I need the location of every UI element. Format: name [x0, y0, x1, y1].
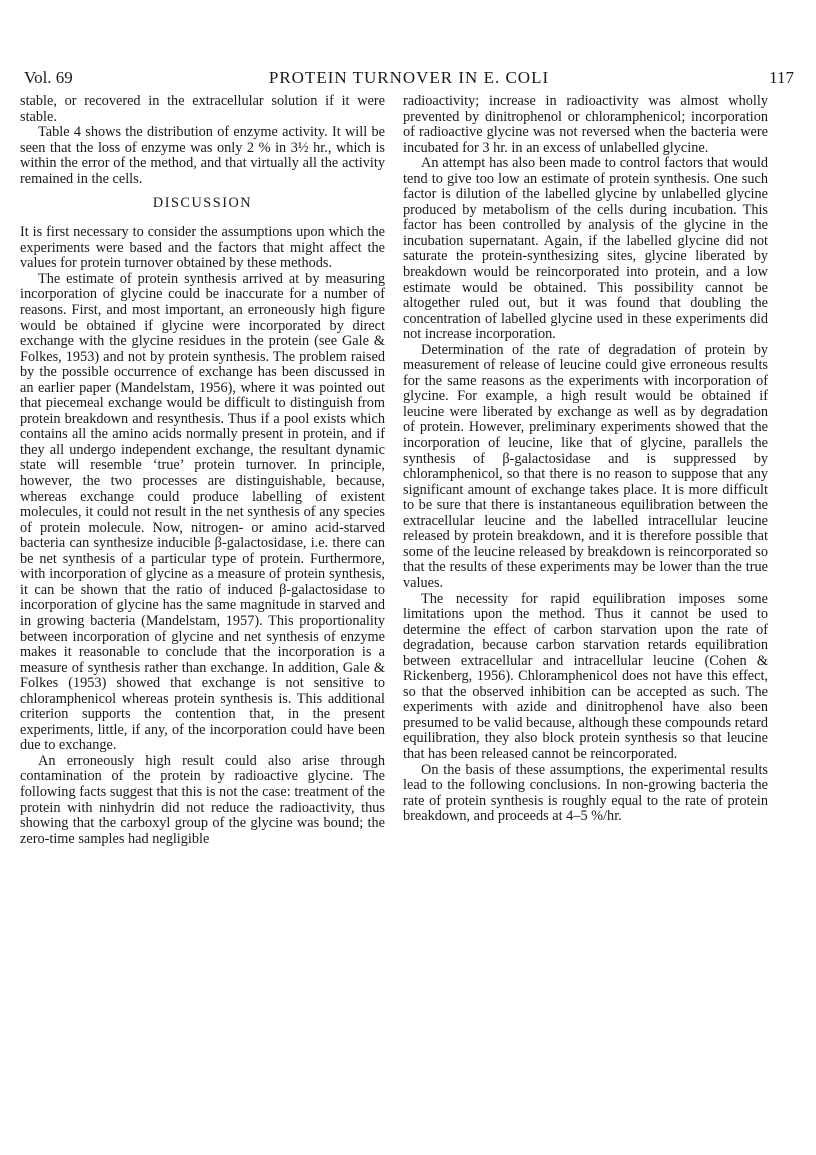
- paragraph: On the basis of these assumptions, the experimental results lead to the following conclusions. In non-growing bacteria the rate of protein synthesis is roughly equal to the rate of protein breakdown, and proceeds at 4–5 %/hr.: [403, 761, 768, 825]
- page-number: 117: [769, 68, 794, 87]
- running-title: PROTEIN TURNOVER IN E. COLI: [268, 68, 550, 87]
- left-column: [20, 94, 385, 847]
- running-header: [24, 66, 794, 90]
- paragraph: Determination of the rate of degradation of protein by measurement of release of leucine could give erroneous results for the same reasons as the experiments with incorporation of glycine. For example, a high result would be obtained if leucine were liberated by exchange as well as by degradation of protein. However, preliminary experiments showed that the incorporation of leucine, like that of glycine, parallels the synthesis of β-galactosidase and is suppressed by chloramphenicol, so that there is no reason to suppose that any significant amount of exchange takes place. It is more difficult to be sure that there is instantaneous equilibration between the extracellular leucine and the labelled intracellular leucine released by protein breakdown, and it is therefore possible that some of the leucine released by breakdown is reincorporated so that the results of these experiments may be lower than the true values.: [403, 341, 768, 591]
- paragraph: An erroneously high result could also arise through contamination of the protein by radioactive glycine. The following facts suggest that this is not the case: treatment of the protein with ninhydrin did not reduce the radioactivity, thus showing that the carboxyl group of the glycine was bound; the zero-time samples had negligible: [20, 752, 385, 847]
- paragraph: The estimate of protein synthesis arrived at by measuring incorporation of glycine could be inaccurate for a number of reasons. First, and most important, an erroneously high figure would be obtained if glycine were incorporated by direct exchange with the glycine residues in the protein (see Gale & Folkes, 1953) and not by protein synthesis. The problem raised by the possible occurrence of exchange has been discussed in an earlier paper (Mandelstam, 1956), where it was pointed out that piecemeal exchange would be difficult to distinguish from protein breakdown and resynthesis. Thus if a pool exists which contains all the amino acids normally present in protein, and if they all undergo independent exchange, the resultant dynamic state will resemble ‘true’ protein turnover. In principle, however, the two processes are distinguishable, because, whereas exchange could produce labelling of existent molecules, it could not result in the net synthesis of any species of protein molecule. Now, nitrogen- or amino acid-starved bacteria can synthesize inducible β-galactosidase, i.e. there can be net synthesis of a particular type of protein. Furthermore, with incorporation of glycine as a measure of protein synthesis, it can be shown that the ratio of induced β-galactosidase to incorporation of glycine has the same magnitude in starved and in growing bacteria (Mandelstam, 1957). This proportionality between incorporation of glycine and net synthesis of enzyme makes it reasonable to conclude that the incorporation is a measure of synthesis rather than exchange. In addition, Gale & Folkes (1953) showed that exchange is not sensitive to chloramphenicol whereas protein synthesis is. This additional criterion supports the contention that, in the present experiments, little, if any, of the incorporation could have been due to exchange.: [20, 270, 385, 754]
- paragraph: It is first necessary to consider the assumptions upon which the experiments were based and the factors that might affect the values for protein turnover obtained by these methods.: [20, 224, 385, 272]
- section-heading: DISCUSSION: [152, 195, 253, 212]
- paragraph: An attempt has also been made to control factors that would tend to give too low an estimate of protein synthesis. One such factor is dilution of the labelled glycine by unlabelled glycine produced by metabolism of the cells during incubation. This factor has been controlled by analysis of the glycine in the incubation supernatant. Again, if the labelled glycine did not saturate the protein-synthesizing sites, glycine liberated by breakdown would be reincorporated into protein, and a low estimate would be obtained. This possibility cannot be altogether ruled out, but it was found that doubling the concentration of labelled glycine used in these experiments did not increase incorporation.: [403, 155, 768, 343]
- paragraph: Table 4 shows the distribution of enzyme activity. It will be seen that the loss of enzyme was only 2 % in 3½ hr., which is within the error of the method, and that virtually all the activity remained in the cells.: [20, 124, 385, 187]
- volume-label: Vol. 69: [24, 68, 73, 87]
- right-column: [403, 94, 768, 825]
- paragraph: radioactivity; increase in radioactivity was almost wholly prevented by dinitrophenol or chloramphenicol; incorporation of radioactive glycine was not reversed when the bacteria were incubated for 3 hr. in an excess of unlabelled glycine.: [403, 93, 768, 156]
- paragraph: The necessity for rapid equilibration imposes some limitations upon the method. Thus it cannot be used to determine the effect of carbon starvation upon the rate of degradation, because carbon starvation retards equilibration between extracellular and intracellular leucine (Cohen & Rickenberg, 1956). Chloramphenicol does not have this effect, so that the observed inhibition can be accepted as such. The experiments with azide and dinitrophenol have also been presumed to be valid because, although these compounds retard equilibration, they also block protein synthesis so that leucine that has been released cannot be reincorporated.: [403, 590, 768, 762]
- paragraph: stable, or recovered in the extracellular solution if it were stable.: [20, 93, 385, 125]
